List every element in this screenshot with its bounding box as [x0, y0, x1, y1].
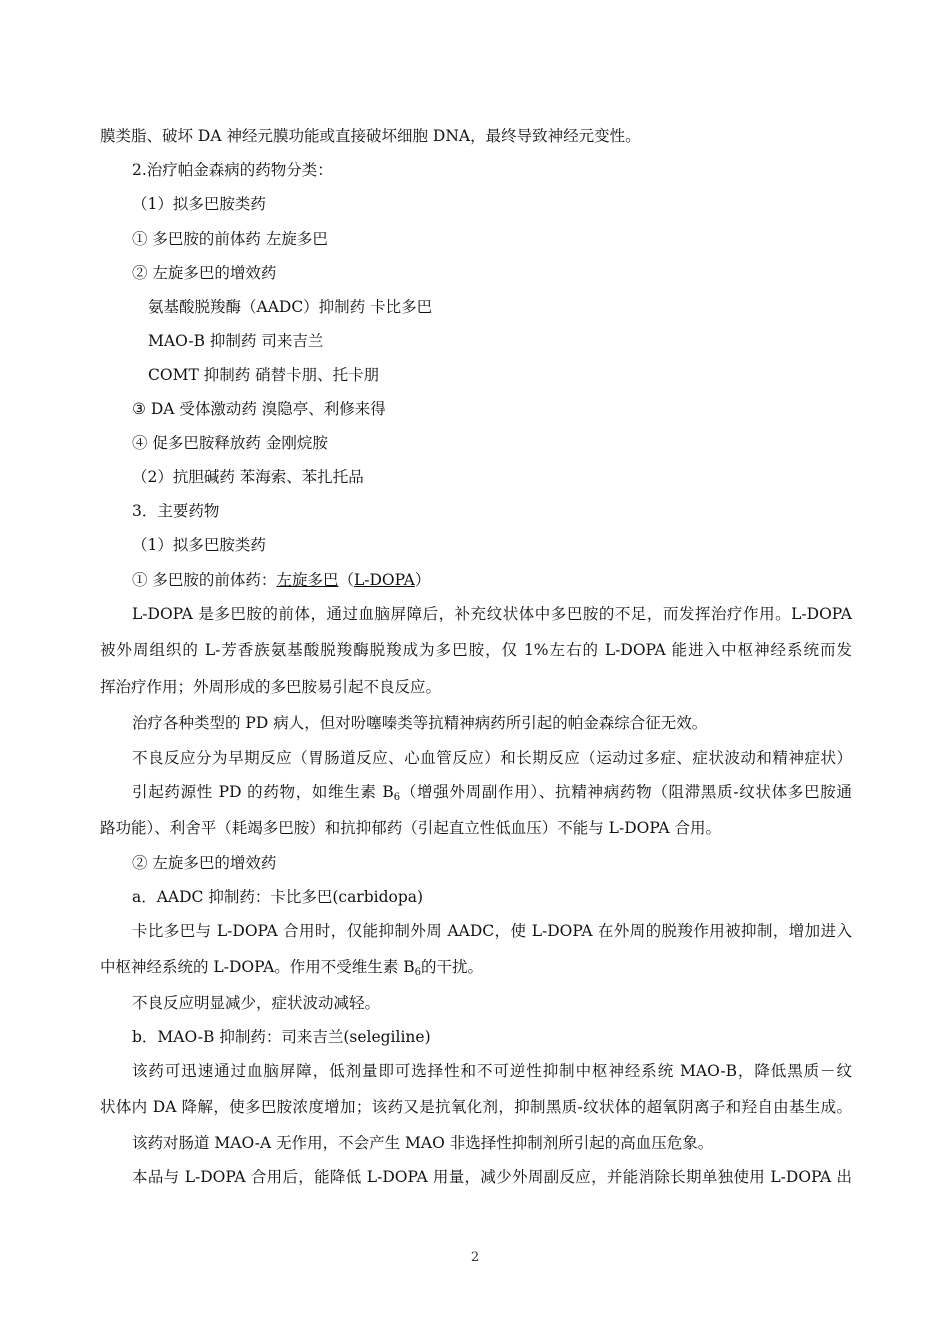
page-number: 2 [470, 1250, 480, 1265]
text-line: b．MAO-B 抑制药：司来吉兰(selegiline) [132, 1028, 431, 1046]
underlined-term: L-DOPA [353, 571, 415, 589]
subscript: 6 [414, 967, 421, 978]
text-line: 2.治疗帕金森病的药物分类： [132, 161, 333, 179]
text-line: 卡比多巴与 L-DOPA 合用时，仅能抑制外周 AADC，使 L-DOPA 在外周的脱羧作用被抑制，增加进入 [132, 922, 852, 940]
text-line: （2）抗胆碱药 苯海索、苯扎托品 [132, 468, 364, 486]
text-line: （1）拟多巴胺类药 [132, 536, 266, 554]
text-line [132, 782, 852, 802]
text-run: ① 多巴胺的前体药： [132, 571, 277, 589]
text-line: MAO-B 抑制药 司来吉兰 [148, 332, 324, 350]
text-line [100, 957, 852, 977]
text-line: 膜类脂、破坏 DA 神经元膜功能或直接破坏细胞 DNA，最终导致神经元变性。 [100, 127, 641, 145]
text-line: COMT 抑制药 硝替卡朋、托卡朋 [148, 366, 380, 384]
text-line: ② 左旋多巴的增效药 [132, 264, 277, 282]
text-line: 本品与 L-DOPA 合用后，能降低 L-DOPA 用量，减少外周副反应，并能消除长期单独使用 L-DOPA 出 [132, 1168, 852, 1186]
text-line: ② 左旋多巴的增效药 [132, 854, 277, 872]
subscript: 6 [393, 792, 401, 803]
text-line: 挥治疗作用；外周形成的多巴胺易引起不良反应。 [100, 678, 442, 696]
text-line: 不良反应分为早期反应（胃肠道反应、心血管反应）和长期反应（运动过多症、症状波动和精神症状） [132, 749, 852, 767]
text-run: 的干扰。 [421, 958, 484, 976]
text-line: ① 多巴胺的前体药 左旋多巴 [132, 230, 328, 248]
text-line: 被外周组织的 L-芳香族氨基酸脱羧酶脱羧成为多巴胺，仅 1%左右的 L-DOPA 能进入中枢神经系统而发 [100, 641, 852, 659]
text-line: 氨基酸脱羧酶（AADC）抑制药 卡比多巴 [148, 298, 433, 316]
text-run: ） [414, 571, 431, 589]
text-line: 3．主要药物 [132, 502, 220, 520]
underlined-term: 左旋多巴 [276, 571, 339, 589]
text-line: 不良反应明显减少，症状波动减轻。 [132, 994, 381, 1012]
text-line: 该药可迅速通过血脑屏障，低剂量即可选择性和不可逆性抑制中枢神经系统 MAO-B，降低黑质－纹 [132, 1062, 852, 1080]
text-line: 状体内 DA 降解，使多巴胺浓度增加；该药又是抗氧化剂，抑制黑质-纹状体的超氧阴离子和羟自由基生成。 [100, 1098, 852, 1116]
text-line: ④ 促多巴胺释放药 金刚烷胺 [132, 434, 328, 452]
text-line: 路功能）、利舍平（耗竭多巴胺）和抗抑郁药（引起直立性低血压）不能与 L-DOPA 合用。 [100, 819, 721, 837]
text-line: ③ DA 受体激动药 溴隐亭、利修来得 [132, 400, 386, 418]
text-run: （ [338, 571, 354, 589]
text-run: （增强外周副作用）、抗精神病药物（阻滞黑质-纹状体多巴胺通 [400, 783, 852, 801]
text-line: a．AADC 抑制药：卡比多巴(carbidopa) [132, 888, 424, 906]
text-line [132, 570, 852, 590]
text-run: 中枢神经系统的 L-DOPA。作用不受维生素 B [100, 958, 415, 976]
text-line: 治疗各种类型的 PD 病人，但对吩噻嗪类等抗精神病药所引起的帕金森综合征无效。 [132, 714, 708, 732]
text-line: 该药对肠道 MAO-A 无作用，不会产生 MAO 非选择性抑制剂所引起的高血压危象。 [132, 1134, 714, 1152]
text-run: 引起药源性 PD 的药物，如维生素 B [132, 783, 394, 801]
text-line: L-DOPA 是多巴胺的前体，通过血脑屏障后，补充纹状体中多巴胺的不足，而发挥治疗作用。L-DOPA [132, 605, 852, 623]
text-line: （1）拟多巴胺类药 [132, 195, 266, 213]
